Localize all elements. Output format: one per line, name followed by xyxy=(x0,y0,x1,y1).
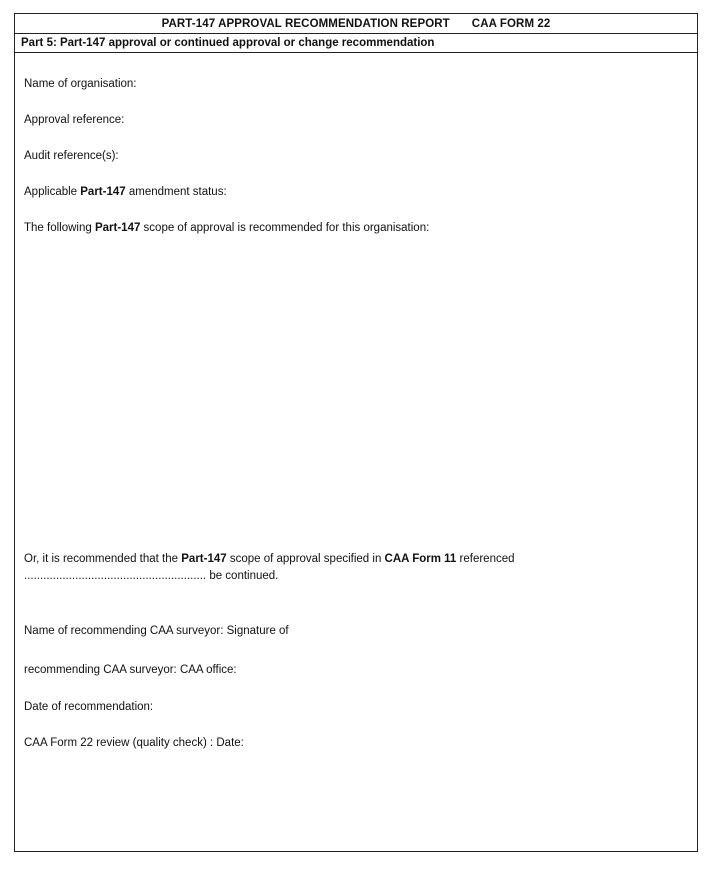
continuation-statement: Or, it is recommended that the Part-147 scope of approval specified in CAA Form 11 referenced xyxy=(24,553,515,565)
part-heading-row xyxy=(15,34,697,53)
form-title: PART-147 APPROVAL RECOMMENDATION REPORT xyxy=(161,17,450,30)
amendment-status-label: Applicable Part-147 amendment status: xyxy=(24,186,227,198)
continuation-reference-line: ......................................................... be continued. xyxy=(24,570,279,582)
recommendation-date-label: Date of recommendation: xyxy=(24,701,154,713)
organisation-name-label: Name of organisation: xyxy=(24,78,137,90)
part-heading: Part 5: Part-147 approval or continued approval or change recommendation xyxy=(21,37,435,49)
quality-check-label: CAA Form 22 review (quality check) : Date: xyxy=(24,737,244,749)
form-number: CAA FORM 22 xyxy=(471,17,551,30)
audit-references-label: Audit reference(s): xyxy=(24,150,119,162)
surveyor-signature-office-label: recommending CAA surveyor: CAA office: xyxy=(24,664,237,676)
form-container xyxy=(14,13,698,852)
surveyor-name-label: Name of recommending CAA surveyor: Signature of xyxy=(24,625,289,637)
form-title-row xyxy=(15,14,697,34)
reference-dots: ......................................................... xyxy=(24,570,207,582)
scope-statement: The following Part-147 scope of approval is recommended for this organisation: xyxy=(24,222,430,234)
approval-reference-label: Approval reference: xyxy=(24,114,125,126)
